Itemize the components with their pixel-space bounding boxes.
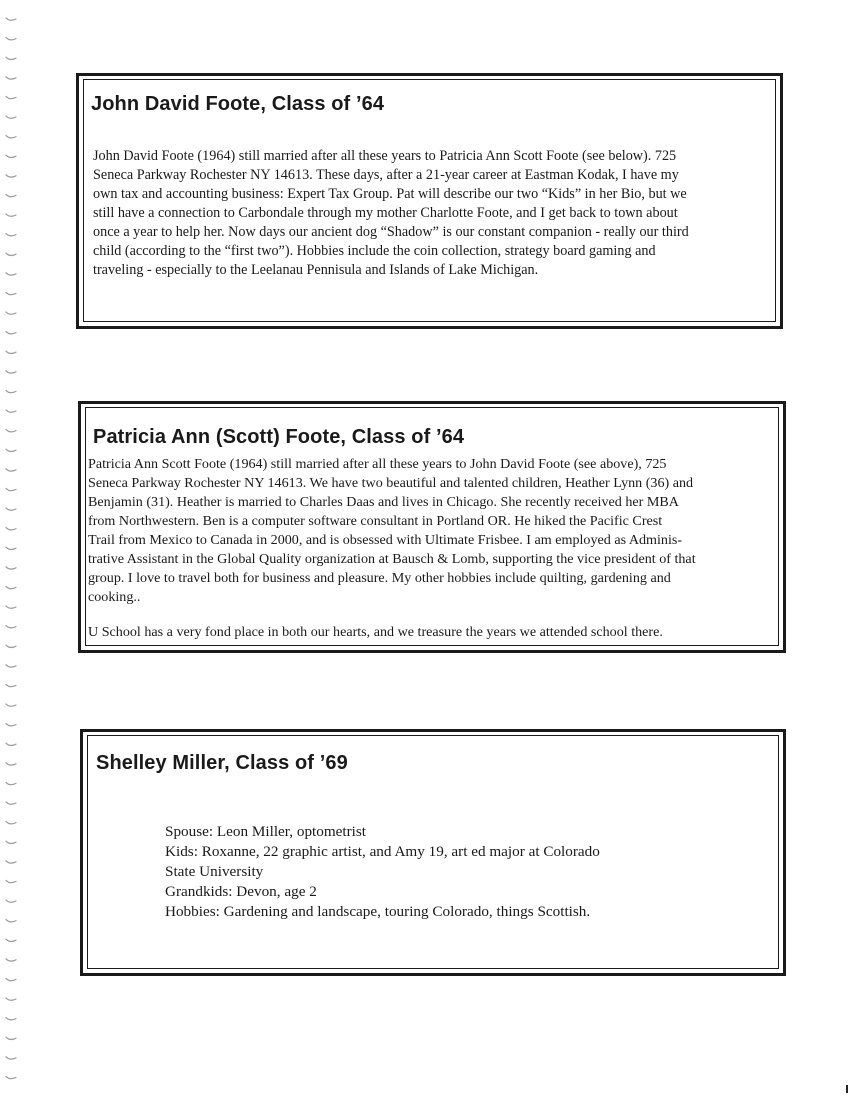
entry-line: cooking.. — [88, 589, 141, 605]
detail-line-hobbies: Hobbies: Gardening and landscape, touring Colorado, things Scottish. — [165, 903, 591, 920]
entry-line: Trail from Mexico to Canada in 2000, and is obsessed with Ultimate Frisbee. I am employed as Adminis- — [88, 532, 683, 548]
entry-box-shelley-miller — [80, 729, 786, 976]
entry-body — [88, 455, 778, 642]
entry-heading: John David Foote, Class of ’64 — [91, 93, 385, 115]
entry-line: traveling - especially to the Leelanau Pennisula and Islands of Lake Michigan. — [93, 262, 539, 278]
scan-edge-mark — [846, 1085, 848, 1093]
detail-line-kids-cont: State University — [165, 863, 264, 880]
entry-line: trative Assistant in the Global Quality organization at Bausch & Lomb, supporting the vice president of that — [88, 551, 696, 567]
entry-heading: Patricia Ann (Scott) Foote, Class of ’64 — [93, 426, 465, 448]
entry-closing-line: U School has a very fond place in both our hearts, and we treasure the years we attended school there. — [88, 624, 663, 640]
detail-line-kids: Kids: Roxanne, 22 graphic artist, and Amy 19, art ed major at Colorado — [165, 843, 600, 860]
detail-line-spouse: Spouse: Leon Miller, optometrist — [165, 823, 367, 840]
entry-line: John David Foote (1964) still married after all these years to Patricia Ann Scott Foote (see below). 725 — [93, 148, 677, 164]
entry-line: Seneca Parkway Rochester NY 14613. These days, after a 21-year career at Eastman Kodak, I have my — [93, 167, 679, 183]
entry-line: Patricia Ann Scott Foote (1964) still married after all these years to John David Foote (see above), 725 — [88, 456, 667, 472]
entry-line: once a year to help her. Now days our ancient dog “Shadow” is our constant companion - really our third — [93, 224, 689, 240]
entry-line: from Northwestern. Ben is a computer software consultant in Portland OR. He hiked the Pacific Crest — [88, 513, 663, 529]
entry-body — [93, 147, 773, 280]
entry-line: group. I love to travel both for business and pleasure. My other hobbies include quilting, gardening and — [88, 570, 671, 586]
entry-line: still have a connection to Carbondale through my mother Charlotte Foote, and I get back to town about — [93, 205, 678, 221]
entry-line: Benjamin (31). Heather is married to Charles Daas and lives in Chicago. She recently received her MBA — [88, 494, 679, 510]
entry-box-patricia-foote — [78, 401, 786, 653]
entry-line: child (according to the “first two”). Hobbies include the coin collection, strategy board gaming and — [93, 243, 656, 259]
binding-hole-marks — [0, 0, 24, 1099]
entry-line: own tax and accounting business: Expert Tax Group. Pat will describe our two “Kids” in her Bio, but we — [93, 186, 687, 202]
entry-box-john-foote — [76, 73, 783, 329]
entry-line: Seneca Parkway Rochester NY 14613. We have two beautiful and talented children, Heather Lynn (36) and — [88, 475, 694, 491]
detail-line-grandkids: Grandkids: Devon, age 2 — [165, 883, 317, 900]
entry-heading: Shelley Miller, Class of ’69 — [96, 752, 348, 774]
entry-details-list — [165, 822, 600, 922]
